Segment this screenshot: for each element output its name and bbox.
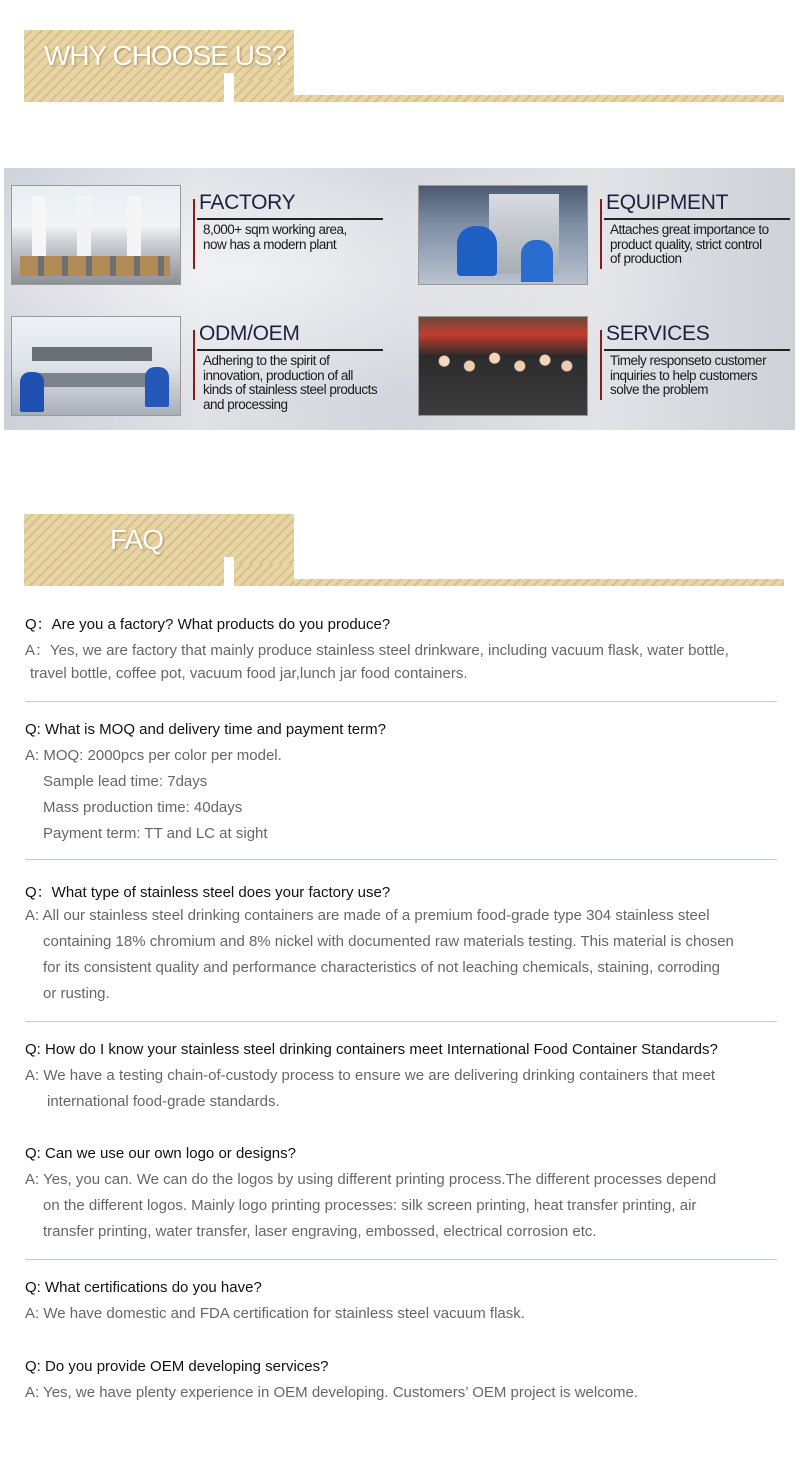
feature-heading: FACTORY <box>199 191 296 214</box>
banner-stripe-tab <box>234 80 294 102</box>
faq-answer-line: A: Yes, we have plenty experience in OEM developing. Customers’ OEM project is welcome. <box>25 1384 639 1401</box>
faq-answer-line: international food-grade standards. <box>47 1093 280 1110</box>
services-team-photo <box>418 316 588 416</box>
feature-factory <box>11 185 401 295</box>
faq-divider <box>25 1259 777 1260</box>
faq-question: Q: Do you provide OEM developing services? <box>25 1358 329 1375</box>
faq-answer-line: Mass production time: 40days <box>43 799 243 816</box>
faq-answer-line: or rusting. <box>43 985 110 1002</box>
equipment-photo <box>418 185 588 285</box>
feature-services <box>418 316 795 426</box>
faq-answer-line: Sample lead time: 7days <box>43 773 208 790</box>
feature-heading: ODM/OEM <box>199 322 300 345</box>
feature-description: Adhering to the spirit of innovation, production of all kinds of stainless steel products and processing <box>203 353 378 412</box>
faq-answer-line: A: MOQ: 2000pcs per color per model. <box>25 747 282 764</box>
faq-question: Q：Are you a factory? What products do you produce? <box>25 616 391 633</box>
faq-question: Q: What is MOQ and delivery time and payment term? <box>25 721 386 738</box>
faq-answer-line: containing 18% chromium and 8% nickel with documented raw materials testing. This material is chosen <box>43 933 734 950</box>
faq-question: Q: Can we use our own logo or designs? <box>25 1145 296 1162</box>
feature-description: Timely responseto customer inquiries to help customers solve the problem <box>610 353 767 398</box>
faq-answer-line: travel bottle, coffee pot, vacuum food jar,lunch jar food containers. <box>30 665 468 682</box>
faq-answer-line: A: Yes, you can. We can do the logos by using different printing process.The different processes depend <box>25 1171 717 1188</box>
faq-answer-line: A：Yes, we are factory that mainly produce stainless steel drinkware, including vacuum flask, water bottle, <box>25 642 729 659</box>
factory-photo <box>11 185 181 285</box>
faq-question: Q: How do I know your stainless steel drinking containers meet International Food Container Standards? <box>25 1041 718 1058</box>
faq-answer-line: transfer printing, water transfer, laser engraving, embossed, electrical corrosion etc. <box>43 1223 597 1240</box>
faq-divider <box>25 701 777 702</box>
faq-answer-line: A: All our stainless steel drinking containers are made of a premium food-grade type 304 stainless steel <box>25 907 710 924</box>
feature-description: Attaches great importance to product quality, strict control of production <box>610 222 769 267</box>
section-title: FAQ <box>110 524 164 555</box>
feature-odm-oem <box>11 316 401 426</box>
faq-divider <box>25 1021 777 1022</box>
faq-question: Q: What certifications do you have? <box>25 1279 262 1296</box>
banner-stripe-tab <box>234 564 294 586</box>
faq-divider <box>25 859 777 860</box>
faq-banner <box>0 514 800 594</box>
feature-description: 8,000+ sqm working area, now has a modern plant <box>203 222 347 252</box>
features-panel <box>4 168 795 430</box>
faq-answer-line: Payment term: TT and LC at sight <box>43 825 268 842</box>
faq-answer-line: A: We have a testing chain-of-custody process to ensure we are delivering drinking containers that meet <box>25 1067 716 1084</box>
faq-answer-line: for its consistent quality and performance characteristics of not leaching chemicals, staining, corroding <box>43 959 720 976</box>
section-title: WHY CHOOSE US? <box>44 40 287 71</box>
faq-answer-line: A: We have domestic and FDA certification for stainless steel vacuum flask. <box>25 1305 525 1322</box>
odm-oem-photo <box>11 316 181 416</box>
banner-rule <box>294 95 784 102</box>
banner-rule <box>294 579 784 586</box>
faq-answer-line: on the different logos. Mainly logo printing processes: silk screen printing, heat transfer printing, air <box>43 1197 697 1214</box>
feature-equipment <box>418 185 795 295</box>
feature-heading: SERVICES <box>606 322 710 345</box>
why-choose-us-banner <box>0 30 800 110</box>
faq-question: Q：What type of stainless steel does your factory use? <box>25 884 391 901</box>
feature-heading: EQUIPMENT <box>606 191 729 214</box>
